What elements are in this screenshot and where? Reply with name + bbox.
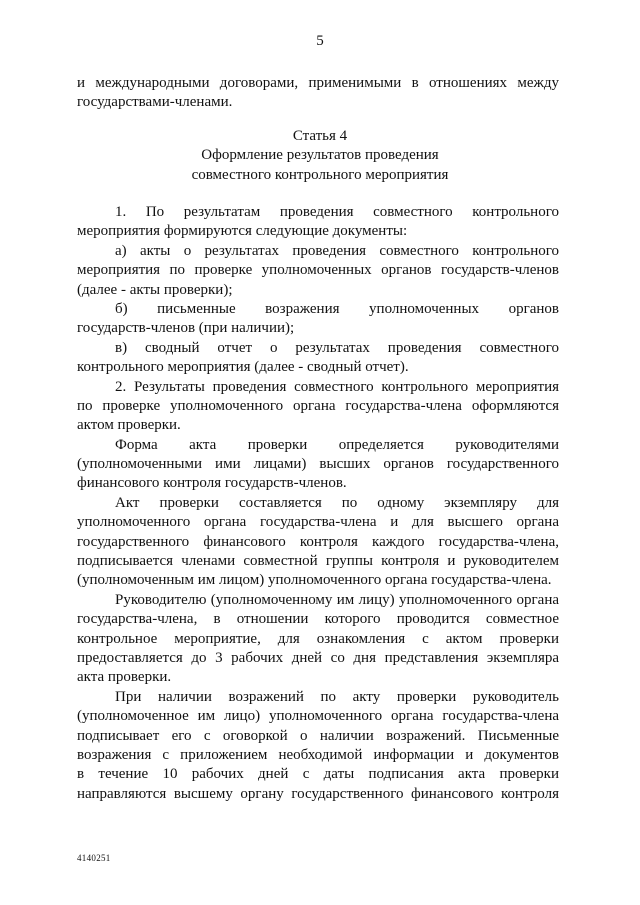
text-line: в) сводный отчет о результатах проведения совместного xyxy=(115,339,559,356)
text-line: (далее - акты проверки); xyxy=(77,281,233,298)
text-line: в течение 10 рабочих дней с даты подписания акта проверки xyxy=(77,766,559,783)
text-line: мероприятия формируются следующие документы: xyxy=(77,223,408,240)
text-line: (уполномоченным им лицом) уполномоченного органа государства-члена. xyxy=(77,572,552,589)
paragraph-1c xyxy=(77,339,559,378)
text-line: контрольное мероприятие, для ознакомления с актом проверки xyxy=(77,630,559,647)
text-line: подписывается членами совместной группы контроля и руководителем xyxy=(77,553,559,570)
text-line: акта проверки. xyxy=(77,669,172,686)
text-line: финансового контроля государств-членов. xyxy=(77,475,347,492)
article-heading xyxy=(0,127,640,185)
paragraph-1a xyxy=(77,242,559,300)
text-line: 2. Результаты проведения совместного контрольного мероприятия xyxy=(115,378,559,395)
text-line: уполномоченного органа государства-члена и для высшего органа xyxy=(77,514,559,531)
document-code: 4140251 xyxy=(77,853,111,863)
text-line: Акт проверки составляется по одному экземпляру для xyxy=(115,494,559,511)
text-line: подписывает его с оговоркой о наличии возражений. Письменные xyxy=(77,727,559,744)
text-line: предоставляется до 3 рабочих дней со дня представления экземпляра xyxy=(77,649,559,666)
text-line: по проверке уполномоченного органа государства-члена оформляются xyxy=(77,397,559,414)
text-line: государства-члена, в отношении которого проводится совместное xyxy=(77,611,559,628)
article-body xyxy=(77,203,559,804)
text-line: (уполномоченными ими лицами) высших органов государственного xyxy=(77,456,559,473)
article-title-line: Оформление результатов проведения xyxy=(201,147,439,164)
text-line: При наличии возражений по акту проверки руководитель xyxy=(115,688,559,705)
text-line: государствами-членами. xyxy=(77,94,233,111)
page-number: 5 xyxy=(316,33,324,49)
paragraph-head xyxy=(77,591,559,688)
text-line: (уполномоченное им лицо) уполномоченного органа государства-члена xyxy=(77,708,559,725)
text-line: направляются высшему органу государственного финансового контроля xyxy=(77,785,559,802)
text-line: 1. По результатам проведения совместного контрольного xyxy=(115,204,559,220)
text-line: и международными договорами, применимыми в отношениях между xyxy=(77,75,559,91)
text-line: государств-членов (при наличии); xyxy=(77,320,295,337)
paragraph-objections xyxy=(77,688,559,804)
article-number: Статья 4 xyxy=(292,128,348,144)
paragraph-act xyxy=(77,494,559,591)
text-line: Форма акта проверки определяется руководителями xyxy=(115,436,559,453)
paragraph-form xyxy=(77,436,559,494)
text-line: контрольного мероприятия (далее - сводный отчет). xyxy=(77,359,409,376)
paragraph-1 xyxy=(77,203,559,242)
article-title-line: совместного контрольного мероприятия xyxy=(191,166,449,183)
text-line: Руководителю (уполномоченному им лицу) уполномоченного органа xyxy=(115,591,559,608)
text-line: а) акты о результатах проведения совместного контрольного xyxy=(115,242,559,259)
text-line: актом проверки. xyxy=(77,417,181,434)
text-line: возражения с приложением необходимой информации и документов xyxy=(77,746,559,763)
paragraph-1b xyxy=(77,300,559,339)
paragraph-2 xyxy=(77,378,559,436)
text-line: государственного финансового контроля каждого государства-члена, xyxy=(77,533,559,550)
intro-paragraph xyxy=(77,74,559,113)
text-line: мероприятия по проверке уполномоченных органов государств-членов xyxy=(77,262,559,279)
text-line: б) письменные возражения уполномоченных органов xyxy=(115,300,559,317)
